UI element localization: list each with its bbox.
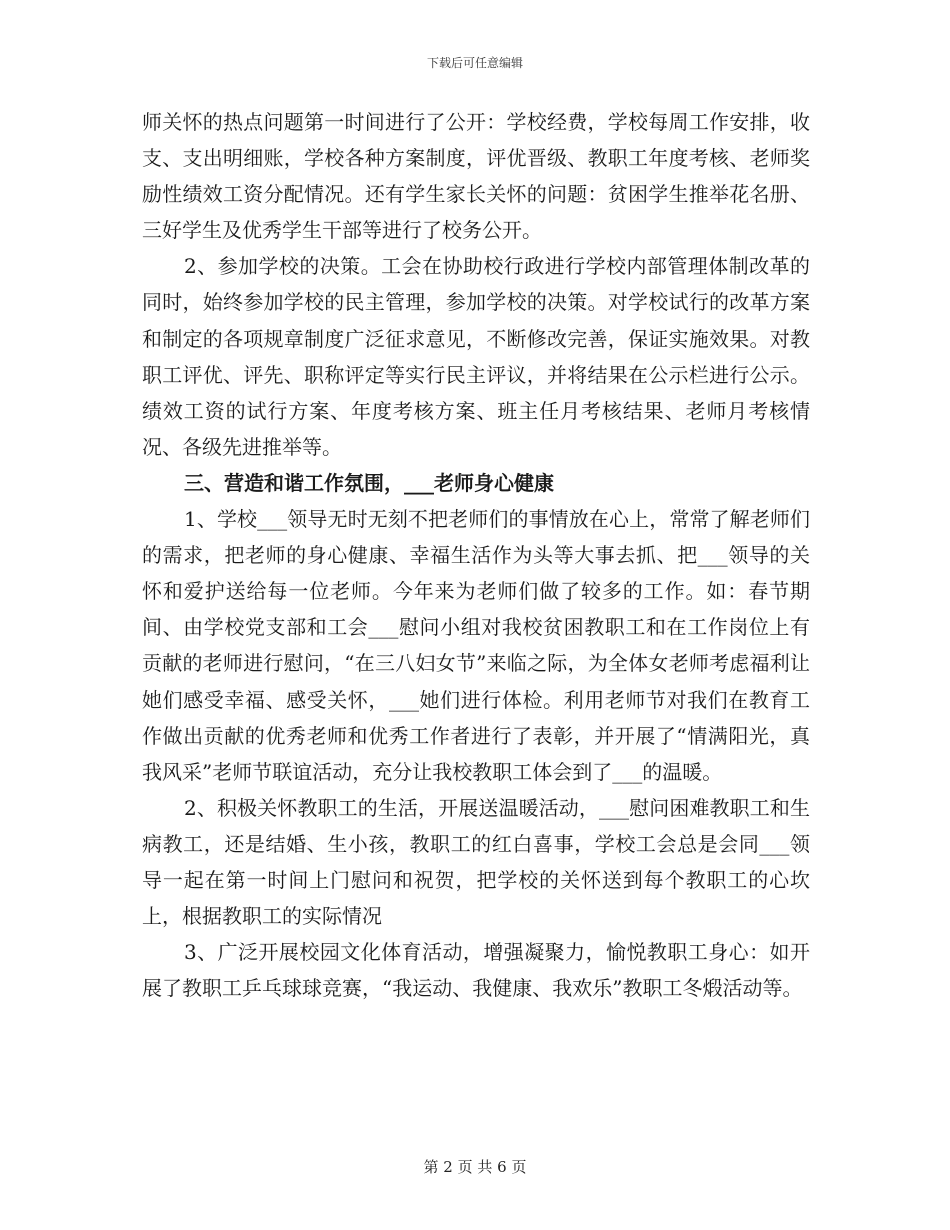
paragraph-1: 师关怀的热点问题第一时间进行了公开：学校经费，学校每周工作安排，收支、支出明细账，学校各种方案制度，评优晋级、教职工年度考核、老师奖励性绩效工资分配情况。还有学生家长关怀的问题：贫困学生推举花名册、三好学生及优秀学生干部等进行了校务公开。	[142, 110, 810, 243]
page-header: 下载后可任意编辑	[426, 56, 523, 70]
paragraph-2: 2、参加学校的决策。工会在协助校行政进行学校内部管理体制改革的同时，始终参加学校的民主管理，参加学校的决策。对学校试行的改革方案和制定的各项规章制度广泛征求意见，不断修改完善，保证实施效果。对教职工评优、评先、职称评定等实行民主评议，并将结果在公示栏进行公示。绩效工资的试行方案、年度考核方案、班主任月考核结果、老师月考核情况、各级先进推举等。	[142, 254, 810, 459]
section-heading: 三、营造和谐工作氛围，___老师身心健康	[184, 470, 554, 495]
paragraph-4: 2、积极关怀教职工的生活，开展送温暖活动，___慰问困难教职工和生病教工，还是结婚、生小孩，教职工的红白喜事，学校工会总是会同___领导一起在第一时间上门慰问和祝贺，把学校的关怀送到每个教职工的心坎上，根据教职工的实际情况	[142, 795, 810, 929]
paragraph-3: 1、学校___领导无时无刻不把老师们的事情放在心上，常常了解老师们的需求，把老师的身心健康、幸福生活作为头等大事去抓、把___领导的关怀和爱护送给每一位老师。今年来为老师们做了较多的工作。如：春节期间、由学校党支部和工会___慰问小组对我校贫困教职工和在工作岗位上有贡献的老师进行慰问，“在三八妇女节”来临之际，为全体女老师考虑福利让她们感受幸福、感受关怀，___她们进行体检。利用老师节对我们在教育工作做出贡献的优秀老师和优秀工作者进行了表彰，并开展了“情满阳光，真我风采”老师节联谊活动，充分让我校教职工体会到了___的温暖。	[142, 507, 810, 784]
paragraph-5: 3、广泛开展校园文化体育活动，增强凝聚力，愉悦教职工身心：如开展了教职工乒乓球球竞赛，“我运动、我健康、我欢乐”教职工冬煅活动等。	[142, 940, 810, 1001]
document-body	[142, 104, 810, 1006]
page-footer: 第 2 页 共 6 页	[423, 1158, 527, 1176]
